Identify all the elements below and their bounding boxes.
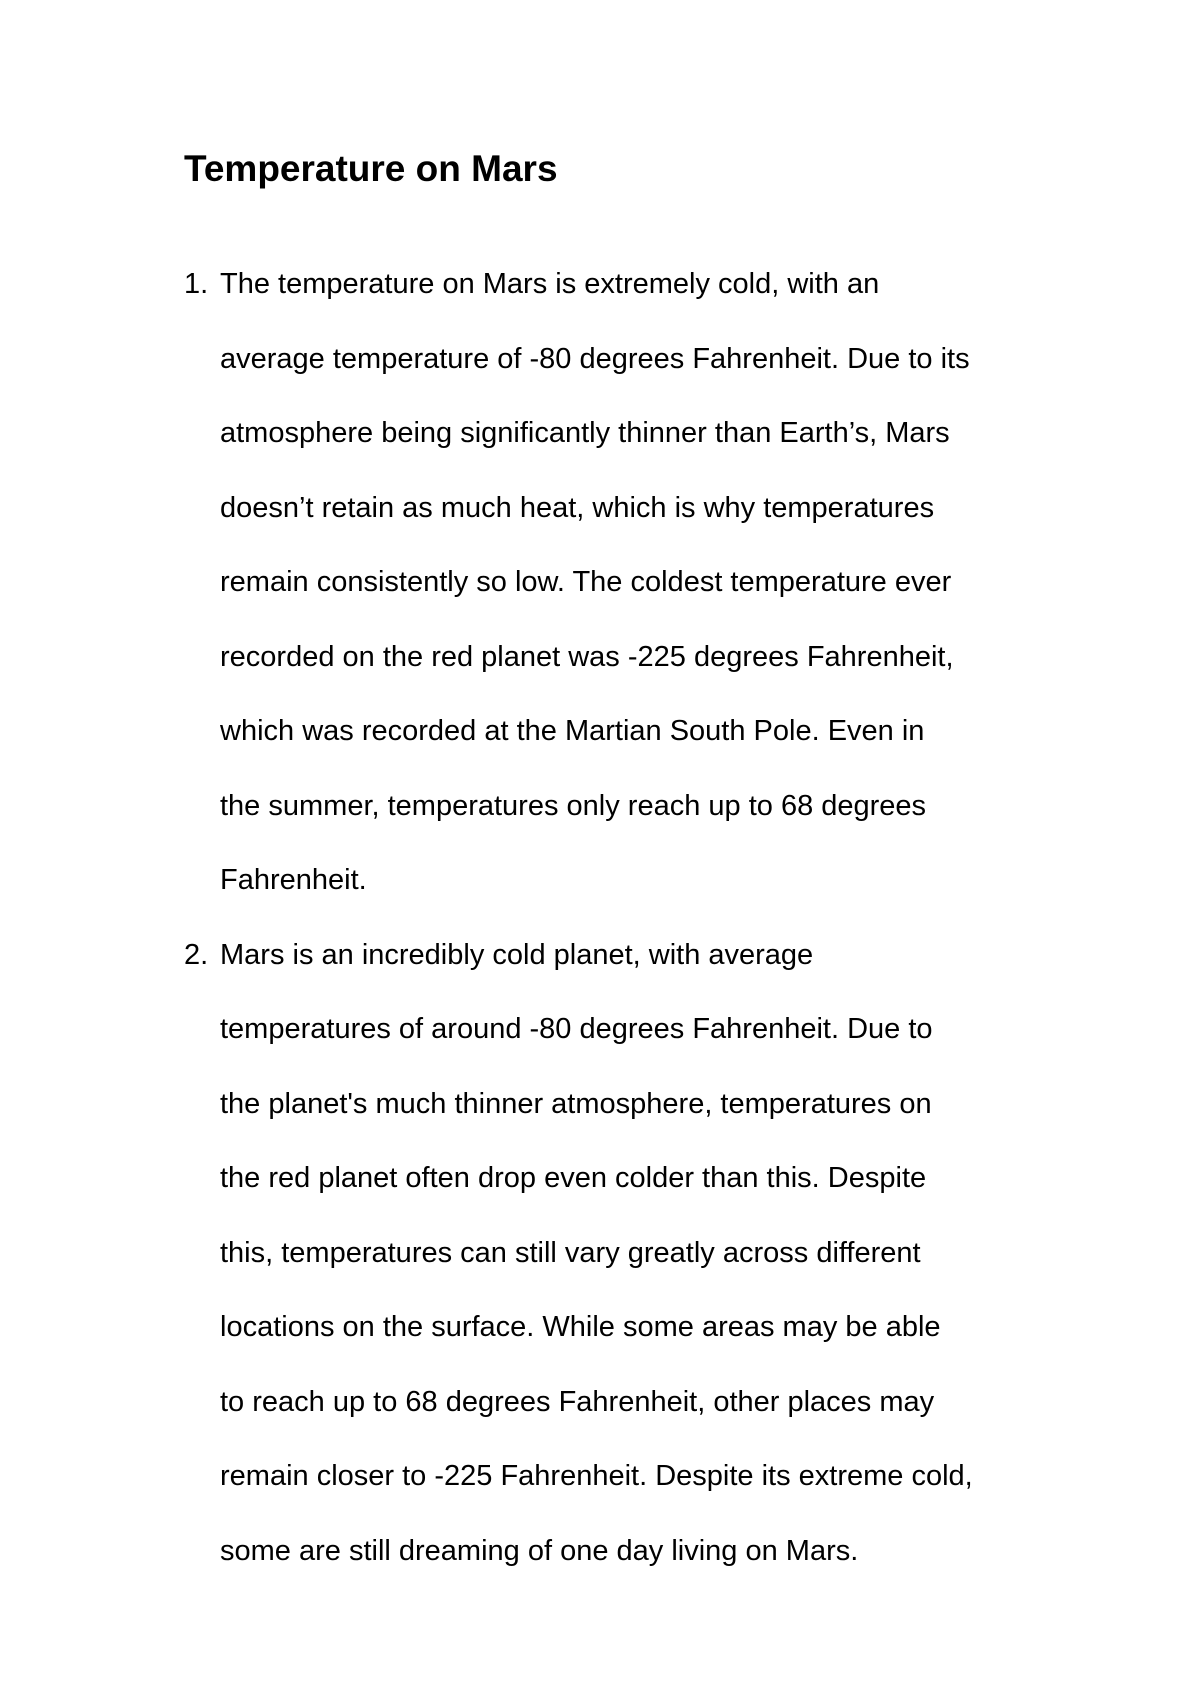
list-item-text bbox=[220, 918, 1084, 1589]
text-line: The temperature on Mars is extremely cold, with an bbox=[220, 268, 880, 300]
text-line: atmosphere being significantly thinner than Earth’s, Mars bbox=[220, 417, 950, 449]
text-line: doesn’t retain as much heat, which is why temperatures bbox=[220, 491, 935, 524]
document-title: Temperature on Mars bbox=[184, 148, 558, 189]
text-line: remain closer to -225 Fahrenheit. Despite its extreme cold, bbox=[220, 1460, 973, 1492]
text-line: which was recorded at the Martian South Pole. Even in bbox=[220, 715, 925, 747]
text-line: the planet's much thinner atmosphere, temperatures on bbox=[220, 1087, 932, 1120]
text-line: Fahrenheit. bbox=[220, 864, 367, 896]
text-line: the summer, temperatures only reach up to 68 degrees bbox=[220, 789, 927, 822]
text-line: recorded on the red planet was -225 degrees Fahrenheit, bbox=[220, 640, 954, 673]
list-item-number: 1. bbox=[184, 268, 209, 300]
list-item-text bbox=[220, 247, 1084, 918]
text-line: some are still dreaming of one day living on Mars. bbox=[220, 1534, 859, 1567]
numbered-list bbox=[184, 247, 1084, 1588]
text-line: average temperature of -80 degrees Fahrenheit. Due to its bbox=[220, 342, 970, 375]
text-line: the red planet often drop even colder than this. Despite bbox=[220, 1162, 927, 1194]
list-item bbox=[184, 247, 1084, 918]
list-item bbox=[184, 918, 1084, 1589]
text-line: temperatures of around -80 degrees Fahrenheit. Due to bbox=[220, 1013, 933, 1045]
list-item-number: 2. bbox=[184, 938, 209, 971]
text-line: this, temperatures can still vary greatly across different bbox=[220, 1236, 921, 1269]
text-line: to reach up to 68 degrees Fahrenheit, other places may bbox=[220, 1385, 935, 1418]
text-line: remain consistently so low. The coldest temperature ever bbox=[220, 566, 952, 598]
text-line: locations on the surface. While some areas may be able bbox=[220, 1311, 941, 1343]
text-line: Mars is an incredibly cold planet, with average bbox=[220, 938, 814, 971]
